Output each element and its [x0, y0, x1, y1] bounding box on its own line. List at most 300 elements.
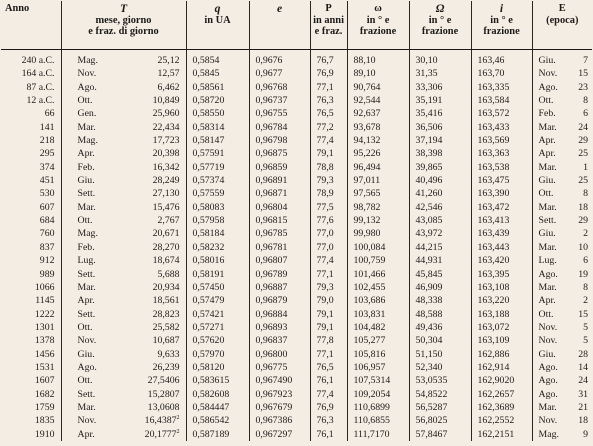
- cell-day: 15,2807: [147, 388, 180, 400]
- cell-epoch-month: Sett.: [532, 214, 569, 227]
- cell-inclination: 162,2151: [471, 428, 532, 441]
- cell-epoch-month: Mar.: [532, 121, 569, 134]
- cell-node: 56,8025: [409, 414, 471, 427]
- table-row: [1, 281, 592, 294]
- cell-period: 76,3: [310, 94, 347, 107]
- cell-period: 77,4: [310, 254, 347, 267]
- cell-node: 35,416: [409, 107, 471, 120]
- cell-day: 20,1777$^2$: [144, 428, 180, 440]
- cell-q: 0,58191: [186, 268, 249, 281]
- cell-q: 0,57591: [186, 147, 249, 160]
- header-anno: Anno: [1, 1, 61, 50]
- cell-anno: 607: [39, 201, 55, 213]
- cell-omega: 95,226: [347, 147, 409, 160]
- cell-day: 27,5406: [147, 375, 180, 387]
- header-e: e: [249, 1, 310, 50]
- cell-month: Apr.: [61, 294, 125, 307]
- table-row: [1, 321, 592, 334]
- cell-inclination: 162,9020: [471, 374, 532, 387]
- cell-epoch-month: Ago.: [532, 361, 569, 374]
- table-row: [1, 161, 592, 174]
- cell-anno: 1378: [34, 335, 55, 347]
- cell-q: 0,58720: [186, 94, 249, 107]
- cell-month: Mag.: [61, 50, 125, 68]
- cell-e: 0,96784: [249, 121, 310, 134]
- cell-q: 0,584447: [186, 401, 249, 414]
- cell-epoch-day: 25: [578, 175, 589, 187]
- table-row: [1, 174, 592, 187]
- table-row: [1, 388, 592, 401]
- cell-node: 44,931: [409, 254, 471, 267]
- cell-period: 77,2: [310, 121, 347, 134]
- cell-epoch-month: Giu.: [532, 348, 569, 361]
- table-row: [1, 348, 592, 361]
- cell-period: 78,9: [310, 187, 347, 200]
- cell-epoch-day: 6: [583, 108, 589, 120]
- cell-anno: 1682: [34, 388, 55, 400]
- cell-inclination: 162,914: [471, 361, 532, 374]
- cell-omega: 97,565: [347, 187, 409, 200]
- cell-node: 36,506: [409, 121, 471, 134]
- cell-omega: 104,482: [347, 321, 409, 334]
- cell-period: 79,1: [310, 308, 347, 321]
- cell-inclination: 163,072: [471, 321, 532, 334]
- cell-omega: 100,759: [347, 254, 409, 267]
- cell-node: 42,546: [409, 201, 471, 214]
- cell-day: 16,342: [152, 161, 180, 173]
- cell-period: 79,0: [310, 294, 347, 307]
- cell-q: 0,57450: [186, 281, 249, 294]
- cell-epoch-day: 31: [578, 388, 589, 400]
- cell-anno: 451: [39, 175, 55, 187]
- cell-epoch-month: Mar.: [532, 161, 569, 174]
- cell-inclination: 162,3689: [471, 401, 532, 414]
- cell-inclination: 163,443: [471, 241, 532, 254]
- cell-anno: 1222: [34, 308, 55, 320]
- cell-node: 56,5287: [409, 401, 471, 414]
- orbit-elements-table: [1, 1, 592, 441]
- cell-epoch-day: 29: [578, 135, 589, 147]
- cell-omega: 105,816: [347, 348, 409, 361]
- cell-month: Feb.: [61, 241, 125, 254]
- cell-e: 0,96798: [249, 134, 310, 147]
- cell-epoch-month: Ago.: [532, 81, 569, 94]
- cell-epoch-month: Ago.: [532, 374, 569, 387]
- cell-omega: 111,7170: [347, 428, 409, 441]
- cell-month: Sett.: [61, 187, 125, 200]
- cell-epoch-day: 25: [578, 148, 589, 160]
- table-row: [1, 134, 592, 147]
- cell-month: Sett.: [61, 268, 125, 281]
- cell-node: 44,215: [409, 241, 471, 254]
- cell-inclination: 163,569: [471, 134, 532, 147]
- cell-inclination: 163,363: [471, 147, 532, 160]
- table-row: [1, 268, 592, 281]
- cell-day: 28,249: [152, 175, 180, 187]
- cell-anno: 374: [39, 161, 55, 173]
- table-row: [1, 428, 592, 441]
- cell-node: 54,8522: [409, 388, 471, 401]
- cell-node: 53,0535: [409, 374, 471, 387]
- table-row: [1, 361, 592, 374]
- table-row: [1, 334, 592, 347]
- cell-omega: 103,686: [347, 294, 409, 307]
- cell-day: 28,823: [152, 308, 180, 320]
- cell-epoch-month: Nov.: [532, 67, 569, 80]
- cell-epoch-month: Ago.: [532, 388, 569, 401]
- cell-period: 79,3: [310, 174, 347, 187]
- cell-q: 0,586542: [186, 414, 249, 427]
- table-row: [1, 107, 592, 120]
- header-epoch: E (epoca): [532, 1, 592, 50]
- cell-period: 77,6: [310, 214, 347, 227]
- cell-omega: 107,5314: [347, 374, 409, 387]
- cell-node: 30,10: [409, 50, 471, 68]
- cell-epoch-day: 14: [578, 361, 589, 373]
- cell-q: 0,57719: [186, 161, 249, 174]
- cell-period: 79,3: [310, 281, 347, 294]
- cell-inclination: 163,188: [471, 308, 532, 321]
- table-body: [1, 50, 592, 441]
- cell-epoch-month: Ott.: [532, 94, 569, 107]
- header-inclination: i in ° e frazione: [471, 1, 532, 50]
- cell-omega: 105,277: [347, 334, 409, 347]
- cell-inclination: 163,395: [471, 268, 532, 281]
- cell-month: Mar.: [61, 401, 125, 414]
- cell-month: Lug.: [61, 254, 125, 267]
- cell-anno: 837: [39, 241, 55, 253]
- cell-anno: 141: [39, 121, 55, 133]
- cell-q: 0,57479: [186, 294, 249, 307]
- cell-node: 37,194: [409, 134, 471, 147]
- cell-node: 31,35: [409, 67, 471, 80]
- cell-epoch-month: Giu.: [532, 174, 569, 187]
- cell-epoch-month: Mar.: [532, 281, 569, 294]
- cell-node: 41,260: [409, 187, 471, 200]
- cell-anno: 66: [44, 108, 55, 120]
- cell-omega: 93,678: [347, 121, 409, 134]
- cell-period: 76,1: [310, 374, 347, 387]
- table-row: [1, 294, 592, 307]
- cell-e: 0,96871: [249, 187, 310, 200]
- cell-epoch-day: 15: [578, 68, 589, 80]
- cell-epoch-day: 6: [583, 255, 589, 267]
- cell-epoch-month: Mag.: [532, 428, 569, 441]
- cell-inclination: 163,538: [471, 161, 532, 174]
- header-period: P in anni e fraz.: [310, 1, 347, 50]
- cell-period: 77,5: [310, 201, 347, 214]
- cell-period: 76,9: [310, 67, 347, 80]
- cell-period: 77,0: [310, 227, 347, 240]
- cell-omega: 101,466: [347, 268, 409, 281]
- cell-omega: 97,011: [347, 174, 409, 187]
- table-row: [1, 147, 592, 160]
- cell-day: 22,434: [152, 121, 180, 133]
- cell-epoch-day: 7: [583, 55, 589, 67]
- cell-anno: 12 a.C.: [26, 95, 55, 107]
- cell-omega: 92,544: [347, 94, 409, 107]
- cell-day: 25,960: [152, 108, 180, 120]
- cell-day: 25,12: [157, 55, 180, 67]
- cell-epoch-month: Giu.: [532, 50, 569, 68]
- cell-month: Mar.: [61, 121, 125, 134]
- cell-q: 0,57271: [186, 321, 249, 334]
- cell-q: 0,57958: [186, 214, 249, 227]
- cell-month: Sett.: [61, 388, 125, 401]
- cell-omega: 102,455: [347, 281, 409, 294]
- cell-q: 0,57374: [186, 174, 249, 187]
- cell-node: 48,338: [409, 294, 471, 307]
- cell-period: 76,3: [310, 414, 347, 427]
- cell-epoch-month: Nov.: [532, 321, 569, 334]
- cell-epoch-month: Lug.: [532, 254, 569, 267]
- cell-node: 39,865: [409, 161, 471, 174]
- cell-q: 0,5845: [186, 67, 249, 80]
- cell-inclination: 163,420: [471, 254, 532, 267]
- cell-epoch-month: Ago.: [532, 268, 569, 281]
- cell-day: 28,270: [152, 241, 180, 253]
- cell-period: 77,1: [310, 348, 347, 361]
- cell-period: 77,4: [310, 388, 347, 401]
- cell-inclination: 162,2552: [471, 414, 532, 427]
- cell-epoch-day: 28: [578, 348, 589, 360]
- cell-inclination: 163,108: [471, 281, 532, 294]
- cell-day: 9,633: [157, 348, 180, 360]
- table-row: [1, 227, 592, 240]
- cell-period: 76,7: [310, 50, 347, 68]
- cell-q: 0,58550: [186, 107, 249, 120]
- cell-e: 0,96887: [249, 281, 310, 294]
- cell-day: 13,0608: [147, 401, 180, 413]
- header-q: q in UA: [186, 1, 249, 50]
- cell-epoch-day: 23: [578, 81, 589, 93]
- table-row: [1, 187, 592, 200]
- cell-e: 0,967490: [249, 374, 310, 387]
- cell-anno: 1759: [34, 401, 55, 413]
- cell-month: Giu.: [61, 174, 125, 187]
- cell-q: 0,58232: [186, 241, 249, 254]
- cell-period: 79,1: [310, 321, 347, 334]
- cell-e: 0,9676: [249, 50, 310, 68]
- table-row: [1, 67, 592, 80]
- header-node: Ω in ° e frazione: [409, 1, 471, 50]
- table-row: [1, 308, 592, 321]
- cell-day: 20,398: [152, 148, 180, 160]
- cell-period: 76,5: [310, 361, 347, 374]
- cell-q: 0,57559: [186, 187, 249, 200]
- cell-e: 0,96884: [249, 308, 310, 321]
- cell-day: 18,561: [152, 295, 180, 307]
- cell-epoch-month: Nov.: [532, 334, 569, 347]
- cell-period: 77,1: [310, 81, 347, 94]
- cell-anno: 684: [39, 215, 55, 227]
- cell-month: Apr.: [61, 428, 125, 441]
- cell-epoch-month: Mar.: [532, 241, 569, 254]
- cell-omega: 88,10: [347, 50, 409, 68]
- cell-anno: 295: [39, 148, 55, 160]
- cell-omega: 90,764: [347, 81, 409, 94]
- cell-month: Sett.: [61, 308, 125, 321]
- cell-q: 0,57970: [186, 348, 249, 361]
- cell-e: 0,96768: [249, 81, 310, 94]
- cell-month: Nov.: [61, 414, 125, 427]
- cell-day: 10,849: [152, 95, 180, 107]
- cell-epoch-day: 29: [578, 215, 589, 227]
- cell-q: 0,582608: [186, 388, 249, 401]
- cell-period: 77,0: [310, 241, 347, 254]
- cell-node: 51,150: [409, 348, 471, 361]
- cell-inclination: 163,70: [471, 67, 532, 80]
- cell-day: 17,723: [152, 135, 180, 147]
- cell-e: 0,96891: [249, 174, 310, 187]
- table-row: [1, 81, 592, 94]
- cell-month: Ago.: [61, 81, 125, 94]
- cell-q: 0,58120: [186, 361, 249, 374]
- cell-e: 0,96737: [249, 94, 310, 107]
- cell-anno: 1456: [34, 348, 55, 360]
- cell-e: 0,96804: [249, 201, 310, 214]
- cell-q: 0,58016: [186, 254, 249, 267]
- cell-omega: 96,494: [347, 161, 409, 174]
- cell-month: Nov.: [61, 334, 125, 347]
- cell-epoch-day: 5: [583, 335, 589, 347]
- cell-anno: 87 a.C.: [26, 81, 55, 93]
- cell-epoch-day: 21: [578, 401, 589, 413]
- cell-q: 0,5854: [186, 50, 249, 68]
- cell-inclination: 163,109: [471, 334, 532, 347]
- cell-node: 46,909: [409, 281, 471, 294]
- cell-q: 0,57421: [186, 308, 249, 321]
- cell-omega: 106,957: [347, 361, 409, 374]
- cell-e: 0,96875: [249, 147, 310, 160]
- cell-period: 76,9: [310, 401, 347, 414]
- table-row: [1, 401, 592, 414]
- cell-month: Ott.: [61, 214, 125, 227]
- cell-epoch-month: Apr.: [532, 294, 569, 307]
- cell-day: 26,239: [152, 361, 180, 373]
- cell-node: 35,191: [409, 94, 471, 107]
- cell-q: 0,583615: [186, 374, 249, 387]
- cell-e: 0,96785: [249, 227, 310, 240]
- cell-node: 52,340: [409, 361, 471, 374]
- cell-period: 77,4: [310, 134, 347, 147]
- cell-q: 0,57620: [186, 334, 249, 347]
- cell-period: 76,5: [310, 107, 347, 120]
- header-perihelion-time: T mese, giorno e fraz. di giorno: [61, 1, 186, 50]
- table-row: [1, 414, 592, 427]
- cell-month: Ott.: [61, 374, 125, 387]
- cell-epoch-day: 24: [578, 375, 589, 387]
- cell-q: 0,58314: [186, 121, 249, 134]
- cell-month: Mag.: [61, 134, 125, 147]
- cell-anno: 164 a.C.: [21, 68, 55, 80]
- cell-inclination: 162,2657: [471, 388, 532, 401]
- cell-e: 0,96775: [249, 361, 310, 374]
- cell-e: 0,96893: [249, 321, 310, 334]
- table-row: [1, 254, 592, 267]
- cell-omega: 109,2054: [347, 388, 409, 401]
- cell-q: 0,58184: [186, 227, 249, 240]
- cell-month: Nov.: [61, 67, 125, 80]
- cell-epoch-day: 15: [578, 308, 589, 320]
- table-row: [1, 214, 592, 227]
- cell-omega: 92,637: [347, 107, 409, 120]
- cell-month: Apr.: [61, 147, 125, 160]
- cell-e: 0,96837: [249, 334, 310, 347]
- cell-e: 0,967386: [249, 414, 310, 427]
- cell-e: 0,96859: [249, 161, 310, 174]
- cell-epoch-day: 5: [583, 321, 589, 333]
- cell-period: 76,1: [310, 428, 347, 441]
- cell-q: 0,587189: [186, 428, 249, 441]
- cell-omega: 99,980: [347, 227, 409, 240]
- cell-day: 5,688: [157, 268, 180, 280]
- cell-day: 10,687: [152, 335, 180, 347]
- cell-e: 0,96879: [249, 294, 310, 307]
- cell-anno: 1531: [34, 361, 55, 373]
- cell-inclination: 163,433: [471, 121, 532, 134]
- cell-omega: 99,132: [347, 214, 409, 227]
- cell-inclination: 163,335: [471, 81, 532, 94]
- cell-epoch-month: Giu.: [532, 227, 569, 240]
- cell-omega: 100,084: [347, 241, 409, 254]
- cell-q: 0,58147: [186, 134, 249, 147]
- cell-e: 0,96755: [249, 107, 310, 120]
- cell-inclination: 163,475: [471, 174, 532, 187]
- cell-anno: 1145: [35, 295, 55, 307]
- cell-epoch-month: Apr.: [532, 134, 569, 147]
- cell-e: 0,967923: [249, 388, 310, 401]
- cell-period: 77,1: [310, 268, 347, 281]
- cell-anno: 218: [39, 135, 55, 147]
- cell-epoch-day: 8: [583, 281, 589, 293]
- cell-day: 20,934: [152, 281, 180, 293]
- cell-inclination: 163,220: [471, 294, 532, 307]
- cell-month: Mag.: [61, 227, 125, 240]
- header-row: [1, 1, 592, 50]
- cell-e: 0,967679: [249, 401, 310, 414]
- cell-omega: 89,10: [347, 67, 409, 80]
- cell-node: 38,398: [409, 147, 471, 160]
- cell-e: 0,9677: [249, 67, 310, 80]
- cell-epoch-day: 24: [578, 121, 589, 133]
- cell-epoch-day: 19: [578, 268, 589, 280]
- cell-day: 16,4387$^2$: [144, 415, 180, 427]
- cell-anno: 1066: [34, 281, 55, 293]
- cell-node: 43,972: [409, 227, 471, 240]
- cell-epoch-day: 8: [583, 188, 589, 200]
- cell-anno: 912: [39, 255, 55, 267]
- cell-period: 78,8: [310, 161, 347, 174]
- cell-omega: 110,6855: [347, 414, 409, 427]
- table-row: [1, 241, 592, 254]
- cell-month: Ott.: [61, 94, 125, 107]
- cell-month: Giu.: [61, 348, 125, 361]
- cell-day: 18,674: [152, 255, 180, 267]
- footnote-marker: 2: [176, 428, 180, 435]
- cell-day: 15,476: [152, 201, 180, 213]
- cell-e: 0,96781: [249, 241, 310, 254]
- table-row: [1, 201, 592, 214]
- cell-month: Feb.: [61, 161, 125, 174]
- cell-node: 40,496: [409, 174, 471, 187]
- cell-e: 0,96800: [249, 348, 310, 361]
- cell-epoch-month: Apr.: [532, 147, 569, 160]
- cell-anno: 530: [39, 188, 55, 200]
- cell-day: 25,582: [152, 321, 180, 333]
- cell-anno: 1301: [34, 321, 55, 333]
- cell-month: Mar.: [61, 281, 125, 294]
